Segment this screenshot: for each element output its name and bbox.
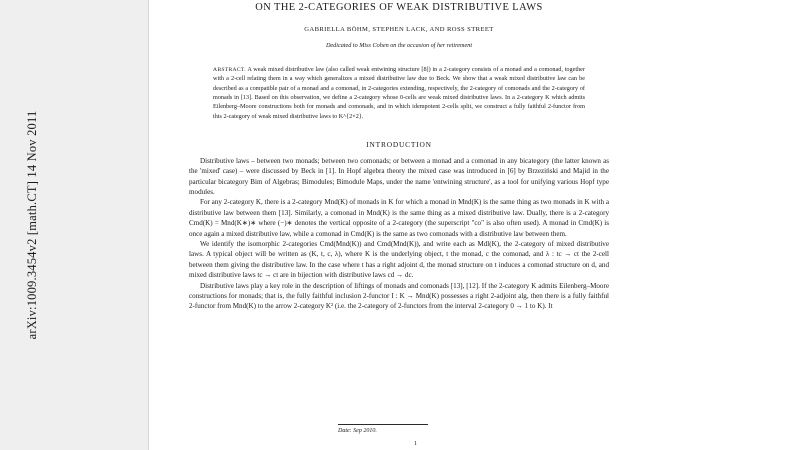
paper-content bbox=[189, 0, 609, 312]
page-right-margin bbox=[682, 0, 800, 450]
page-number: 1 bbox=[413, 440, 418, 447]
paragraph: We identify the isomorphic 2-categories Cmd(Mnd(K)) and Cmd(Mnd(K)), and write each as Mdl(K), the 2-category of mixed distributive laws. A typical object will be written as (K, t, c, λ), where K is the underlying object, t the monad, c the comonad, and λ : tc → ct the 2-cell between them giving the distributive law. In the case where t has a right adjoint d, the monad structure on t induces a comonad structure on d, and mixed distributive laws tc → ct are in bijection with distributive laws cd → dc. bbox=[189, 240, 609, 280]
dedication-line: Dedicated to Miss Cohen on the occasion of her retirement bbox=[325, 42, 473, 49]
paragraph: Distributive laws – between two monads; between two comonads; or between a monad and a comonad in any bicategory (the latter known as the 'mixed' case) – were discussed by Beck in [1]. In Hopf algebra theory the mixed case was introduced in [6] by Brzeziński and Majid in the particular bicategory Bim of Algebras; Bimodules; Bimodule Maps, under the name 'entwining structure', as a tool for unifying various Hopf type modules. bbox=[189, 156, 609, 197]
footnote-rule bbox=[338, 424, 428, 425]
arxiv-identifier-stamp: arXiv:1009.3454v2 [math.CT] 14 Nov 2011 bbox=[24, 110, 39, 340]
paper-sheet bbox=[149, 0, 682, 450]
section-heading-introduction: INTRODUCTION bbox=[366, 139, 432, 149]
paragraph: For any 2-category K, there is a 2-category Mnd(K) of monads in K for which a monad in Mnd(K) is the same thing as two monads in K with a distributive law between them [13]. Similarly, a comonad in Mnd(K) is the same thing as a mixed distributive law. Dually, there is a 2-category Cmd(K) = Mnd(K∗)∗ where (−)∗ denotes the vertical opposite of a 2-category (the superscript "co" is also often used). A monad in Cmd(K) is once again a mixed distributive law, while a comonad in Cmd(K) is the same as two comonads with a distributive law between them. bbox=[189, 198, 609, 238]
footnote-date: Date: Sep 2010. bbox=[338, 428, 377, 434]
page-title: ON THE 2-CATEGORIES OF WEAK DISTRIBUTIVE LAWS bbox=[255, 2, 543, 13]
author-list: GABRIELLA BÖHM, STEPHEN LACK, AND ROSS STREET bbox=[304, 26, 494, 33]
abstract-block bbox=[213, 65, 585, 121]
paragraph: Distributive laws play a key role in the description of liftings of monads and comonads [13], [12]. If the 2-category K admits Eilenberg–Moore constructions for monads; that is, the fully faithful inclusion 2-functor I : K → Mnd(K) possesses a right 2-adjoint alg, then there is a fully faithful 2-functor from Mnd(K) to the arrow 2-category K² (i.e. the 2-category of 2-functors from the interval 2-category 0 → 1 to K). It bbox=[189, 281, 609, 311]
abstract-label: ABSTRACT. bbox=[213, 67, 246, 73]
abstract-text: A weak mixed distributive law (also called weak entwining structure [8]) in a 2-category consists of a monad and a comonad, together with a 2-cell relating them in a way which generalizes a mixed distributive law due to Beck. We show that a weak mixed distributive law can be described as a compatible pair of a monad and a comonad, in 2-categories extending, respectively, the 2-category of comonads and the 2-category of monads in [13]. Based on this observation, we define a 2-category whose 0-cells are weak mixed distributive laws. In a 2-category K which admits Eilenberg–Moore constructions both for monads and comonads, and in which idempotent 2-cells split, we construct a fully faithful 2-functor from this 2-category of weak mixed distributive laws to K^{2×2}. bbox=[213, 66, 585, 120]
body-text bbox=[189, 156, 609, 312]
